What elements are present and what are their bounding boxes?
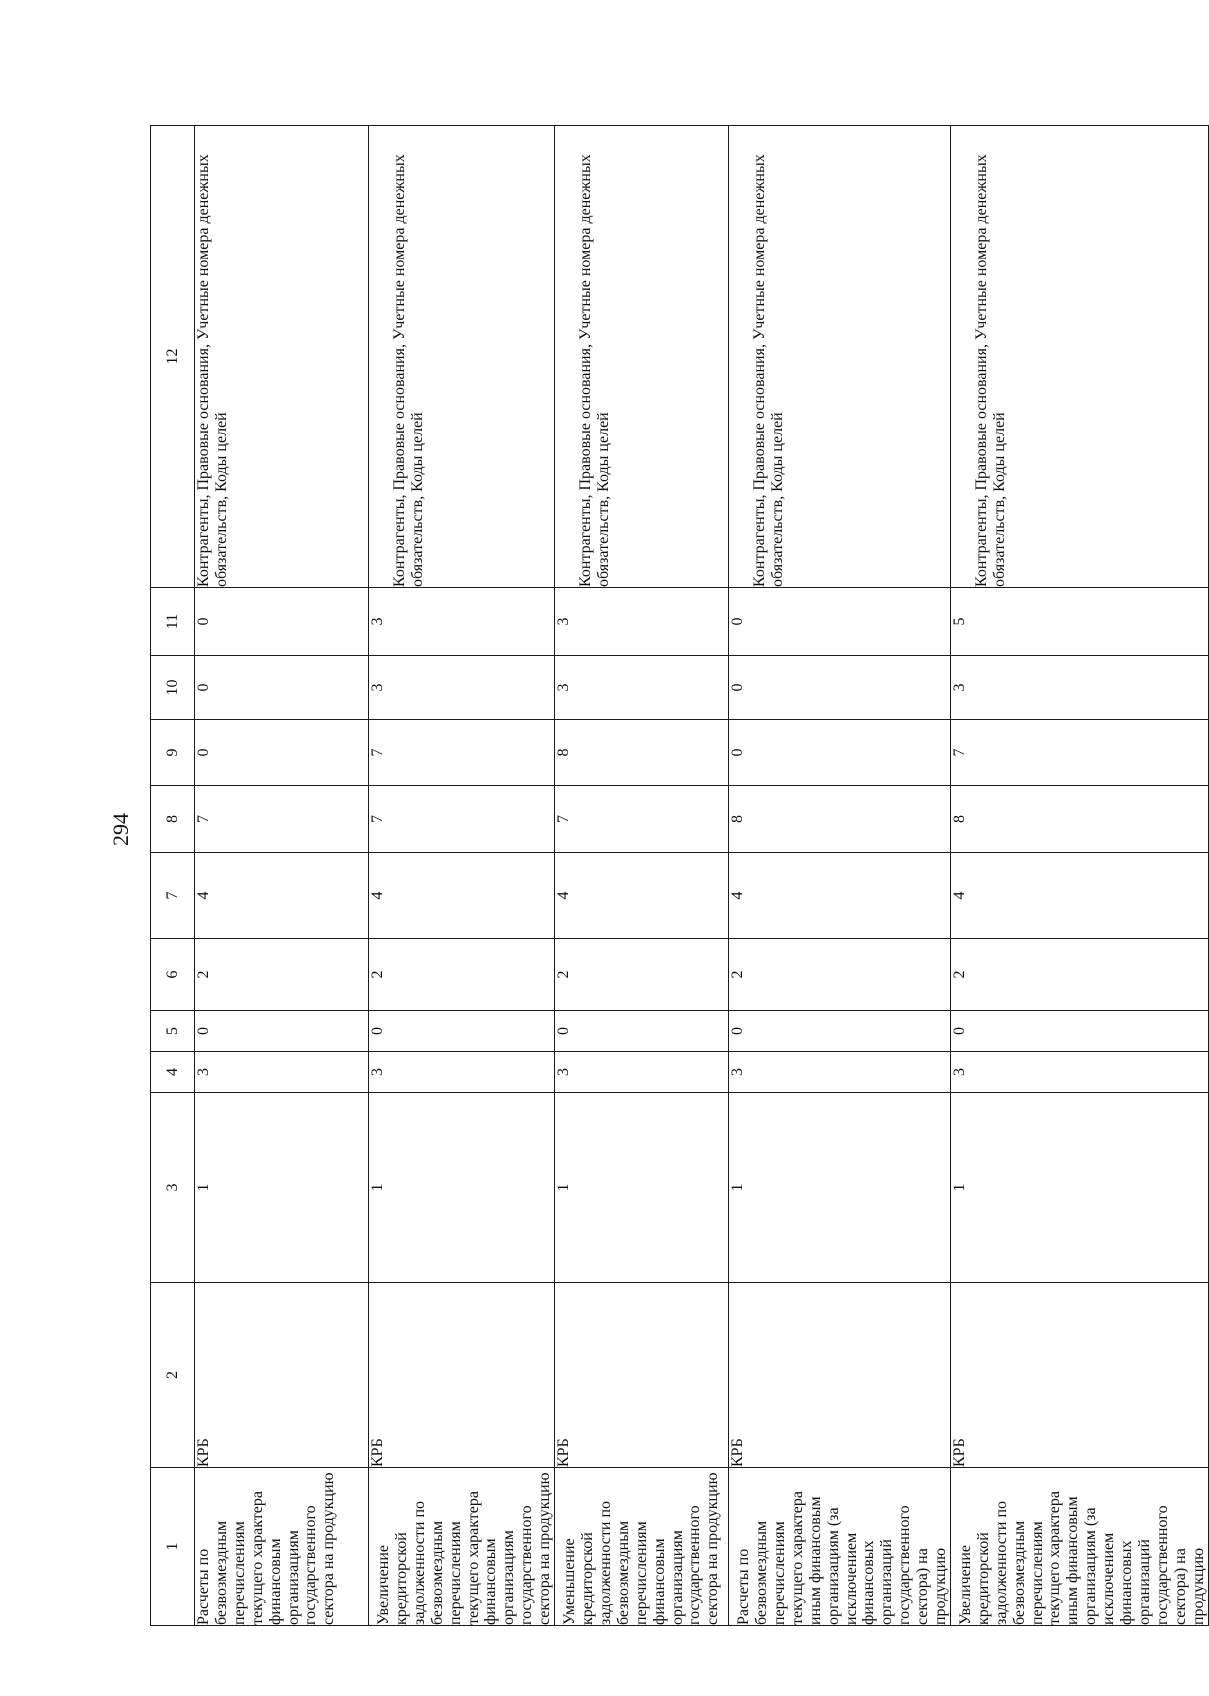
code-digit-10: 0	[195, 656, 369, 720]
code-digit-3: 1	[369, 1093, 555, 1283]
code-digit-4: 3	[555, 1052, 729, 1093]
account-name-cell: Уменьшение кредиторской задолженности по безвозмездным перечислениям финансовым организациям государственного сектора на продукцию	[555, 1468, 729, 1626]
analytics-attributes-cell: Контрагенты, Правовые основания, Учетные номера денежных обязательств, Коды целей	[195, 126, 369, 588]
col-header-8: 8	[151, 786, 195, 853]
table-row	[195, 126, 369, 1626]
code-type-cell: КРБ	[950, 1283, 1208, 1468]
code-digit-7: 4	[195, 853, 369, 939]
col-header-11: 11	[151, 588, 195, 656]
code-type-cell: КРБ	[195, 1283, 369, 1468]
code-type-cell: КРБ	[369, 1283, 555, 1468]
code-digit-3: 1	[950, 1093, 1208, 1283]
analytics-attributes-cell: Контрагенты, Правовые основания, Учетные номера денежных обязательств, Коды целей	[729, 126, 951, 588]
analytics-attributes-cell: Контрагенты, Правовые основания, Учетные номера денежных обязательств, Коды целей	[950, 126, 1208, 588]
col-header-4: 4	[151, 1052, 195, 1093]
code-digit-6: 2	[729, 939, 951, 1011]
account-name-cell: Расчеты по безвозмездным перечислениям текущего характера иным финансовым организациям (за исключением финансовых организаций государственного сектора) на продукцию	[729, 1468, 951, 1626]
code-digit-5: 0	[950, 1011, 1208, 1052]
code-digit-10: 0	[729, 656, 951, 720]
code-digit-11: 0	[729, 588, 951, 656]
code-digit-9: 7	[950, 720, 1208, 786]
analytics-attributes-cell: Контрагенты, Правовые основания, Учетные номера денежных обязательств, Коды целей	[369, 126, 555, 588]
col-header-9: 9	[151, 720, 195, 786]
header-row	[151, 126, 195, 1626]
account-name-cell: Расчеты по безвозмездным перечислениям текущего характера финансовым организациям государственного сектора на продукцию	[195, 1468, 369, 1626]
account-name-cell: Увеличение кредиторской задолженности по безвозмездным перечислениям текущего характера иным финансовым организациям (за исключением финансовых организаций государственного сектора) на продукцию	[950, 1468, 1208, 1626]
code-digit-10: 3	[950, 656, 1208, 720]
col-header-2: 2	[151, 1283, 195, 1468]
col-header-10: 10	[151, 656, 195, 720]
accounts-table	[150, 125, 1209, 1626]
table-row	[729, 126, 951, 1626]
code-digit-8: 7	[369, 786, 555, 853]
col-header-5: 5	[151, 1011, 195, 1052]
col-header-1: 1	[151, 1468, 195, 1626]
code-digit-6: 2	[369, 939, 555, 1011]
code-digit-7: 4	[369, 853, 555, 939]
code-digit-5: 0	[369, 1011, 555, 1052]
code-digit-4: 3	[729, 1052, 951, 1093]
table-row	[555, 126, 729, 1626]
account-name-cell: Увеличение кредиторской задолженности по безвозмездным перечислениям текущего характера финансовым организациям государственного сектора на продукцию	[369, 1468, 555, 1626]
code-digit-4: 3	[195, 1052, 369, 1093]
code-digit-4: 3	[950, 1052, 1208, 1093]
code-digit-7: 4	[950, 853, 1208, 939]
code-type-cell: КРБ	[729, 1283, 951, 1468]
code-digit-8: 7	[195, 786, 369, 853]
code-digit-6: 2	[195, 939, 369, 1011]
code-digit-7: 4	[729, 853, 951, 939]
col-header-7: 7	[151, 853, 195, 939]
code-digit-5: 0	[729, 1011, 951, 1052]
code-digit-8: 8	[729, 786, 951, 853]
code-digit-9: 8	[555, 720, 729, 786]
rotated-table-wrapper	[150, 126, 1207, 1626]
code-digit-8: 8	[950, 786, 1208, 853]
code-digit-10: 3	[555, 656, 729, 720]
analytics-attributes-cell: Контрагенты, Правовые основания, Учетные номера денежных обязательств, Коды целей	[555, 126, 729, 588]
table-row	[950, 126, 1208, 1626]
code-digit-3: 1	[729, 1093, 951, 1283]
code-digit-4: 3	[369, 1052, 555, 1093]
code-digit-9: 7	[369, 720, 555, 786]
col-header-3: 3	[151, 1093, 195, 1283]
code-digit-6: 2	[555, 939, 729, 1011]
table-row	[369, 126, 555, 1626]
code-digit-6: 2	[950, 939, 1208, 1011]
code-digit-9: 0	[729, 720, 951, 786]
code-digit-7: 4	[555, 853, 729, 939]
code-digit-3: 1	[195, 1093, 369, 1283]
code-digit-11: 3	[555, 588, 729, 656]
code-digit-11: 0	[195, 588, 369, 656]
code-digit-5: 0	[555, 1011, 729, 1052]
page-number: 294	[108, 813, 133, 846]
code-digit-5: 0	[195, 1011, 369, 1052]
code-digit-9: 0	[195, 720, 369, 786]
col-header-12: 12	[151, 126, 195, 588]
col-header-6: 6	[151, 939, 195, 1011]
code-digit-11: 5	[950, 588, 1208, 656]
code-digit-11: 3	[369, 588, 555, 656]
code-digit-10: 3	[369, 656, 555, 720]
code-digit-3: 1	[555, 1093, 729, 1283]
code-type-cell: КРБ	[555, 1283, 729, 1468]
code-digit-8: 7	[555, 786, 729, 853]
